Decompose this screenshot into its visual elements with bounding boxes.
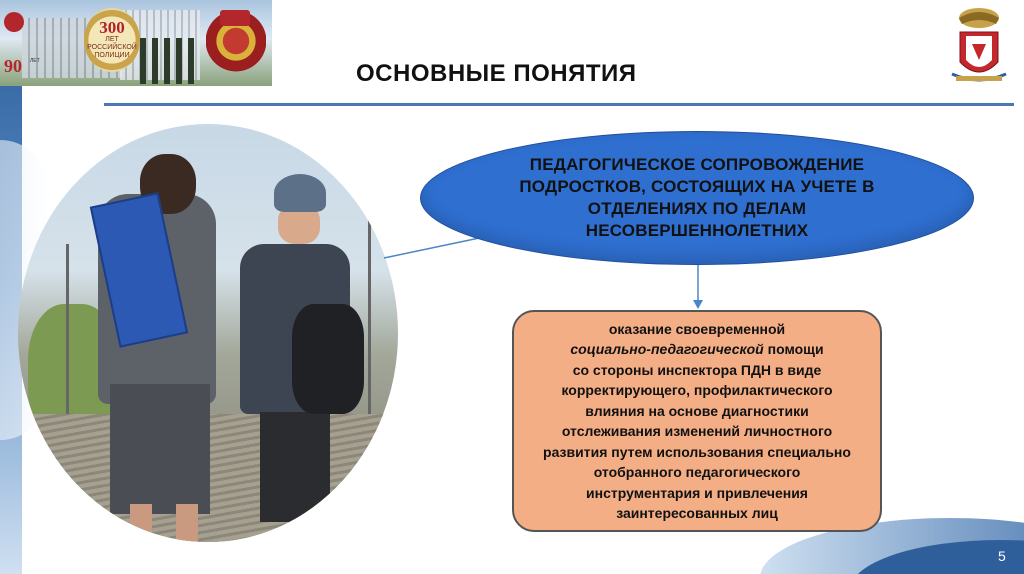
inspector-leg — [176, 504, 198, 542]
definition-line: заинтересованных лиц — [616, 505, 778, 521]
inspector-leg — [130, 504, 152, 542]
anniversary-300-caption: РОССИЙСКОЙ ПОЛИЦИИ — [87, 44, 137, 59]
academy-crest-icon — [946, 4, 1012, 90]
anniversary-300-emblem — [84, 8, 140, 72]
title-divider — [104, 103, 1014, 106]
definition-italic-term: социально-педагогической — [570, 341, 764, 357]
arrow-head-icon — [693, 300, 703, 309]
photo-pole — [368, 214, 371, 444]
definition-box — [512, 310, 882, 532]
ussr-order-icon — [206, 10, 266, 72]
definition-line: со стороны инспектора ПДН в виде — [572, 361, 822, 378]
police-emblem-icon — [4, 12, 24, 32]
teen-cap — [274, 174, 326, 212]
order-ribbon — [220, 10, 250, 26]
teen-pants — [260, 412, 330, 522]
definition-line: отобранного педагогического — [593, 464, 801, 480]
teen-bag — [292, 304, 364, 414]
inspector-skirt — [110, 384, 210, 514]
page-title: ОСНОВНЫЕ ПОНЯТИЯ — [356, 60, 637, 87]
anniversary-90-caption: ЛЕТ — [30, 58, 40, 64]
definition-line-rest: помощи — [763, 341, 824, 357]
anniversary-300-word: ЛЕТ — [105, 36, 119, 43]
photo-teen-figure — [214, 174, 364, 534]
definition-line: развития путем использования специально — [543, 443, 851, 460]
concept-ellipse — [420, 131, 974, 265]
photo-to-ellipse-line — [384, 237, 484, 258]
photo-inspector-figure — [80, 154, 230, 542]
definition-line: влияния на основе диагностики — [585, 402, 809, 419]
definition-line: инструментария и привлечения — [586, 484, 808, 501]
inspector-with-teen-photo — [18, 124, 398, 542]
definition-line: оказание своевременной — [608, 320, 786, 337]
banner-honor-guard — [140, 38, 200, 84]
definition-line: корректирующего, профилактического — [561, 382, 833, 398]
header-banner-image — [0, 0, 272, 86]
anniversary-300-number: 300 — [99, 18, 125, 37]
anniversary-90-number: 90 — [4, 56, 22, 76]
definition-line: отслеживания изменений личностного — [561, 423, 833, 439]
concept-heading: ПЕДАГОГИЧЕСКОЕ СОПРОВОЖДЕНИЕ ПОДРОСТКОВ, СОСТОЯЩИХ НА УЧЕТЕ В ОТДЕЛЕНИЯХ ПО ДЕЛАМ НЕСОВЕРШЕННОЛЕТНИХ — [519, 155, 875, 240]
page-number: 5 — [998, 548, 1006, 564]
definition-line — [570, 339, 823, 360]
